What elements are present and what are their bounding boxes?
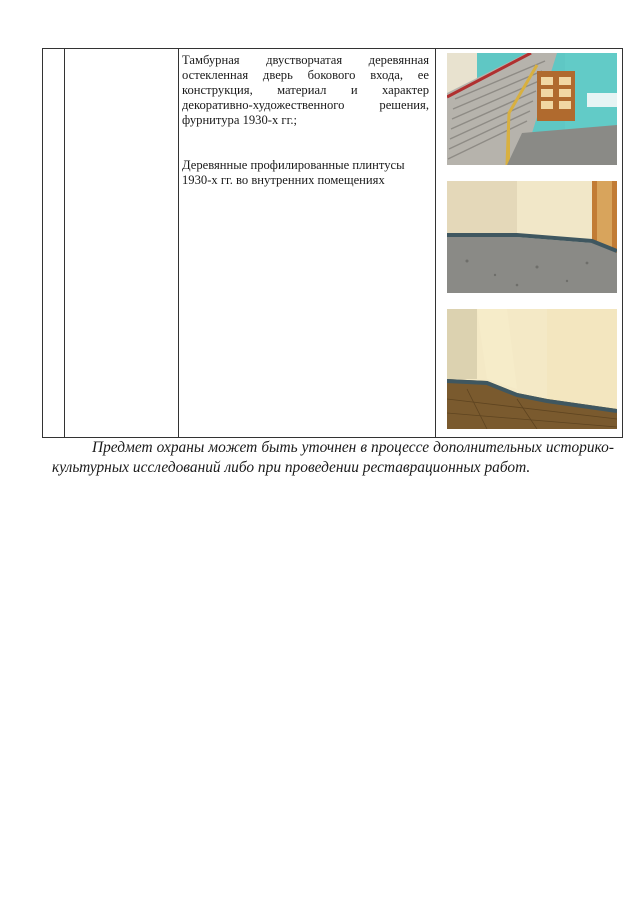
staircase-with-double-door-photo (447, 53, 617, 165)
protection-table (42, 48, 623, 438)
granito-floor-with-baseboard-photo (447, 181, 617, 293)
baseboard-description: Деревянные профилированные плинтусы 1930-х гг. во внутренних помещениях (182, 158, 405, 187)
footnote-text: Предмет охраны может быть уточнен в процессе дополнительных историко-культурных исследований либо при проведении реставрационных работ. (52, 439, 614, 476)
door-description: Тамбурная двустворчатая деревянная остекленная дверь бокового входа, ее конструкция, материал и характер декоративно-художественного решения, фурнитура 1930-х гг.; (182, 53, 429, 127)
row-number-cell (43, 49, 65, 438)
photos-cell (436, 49, 623, 438)
table-row (43, 49, 623, 438)
row-name-cell (65, 49, 179, 438)
description-cell (179, 49, 436, 438)
corner-baseboard-photo (447, 309, 617, 429)
